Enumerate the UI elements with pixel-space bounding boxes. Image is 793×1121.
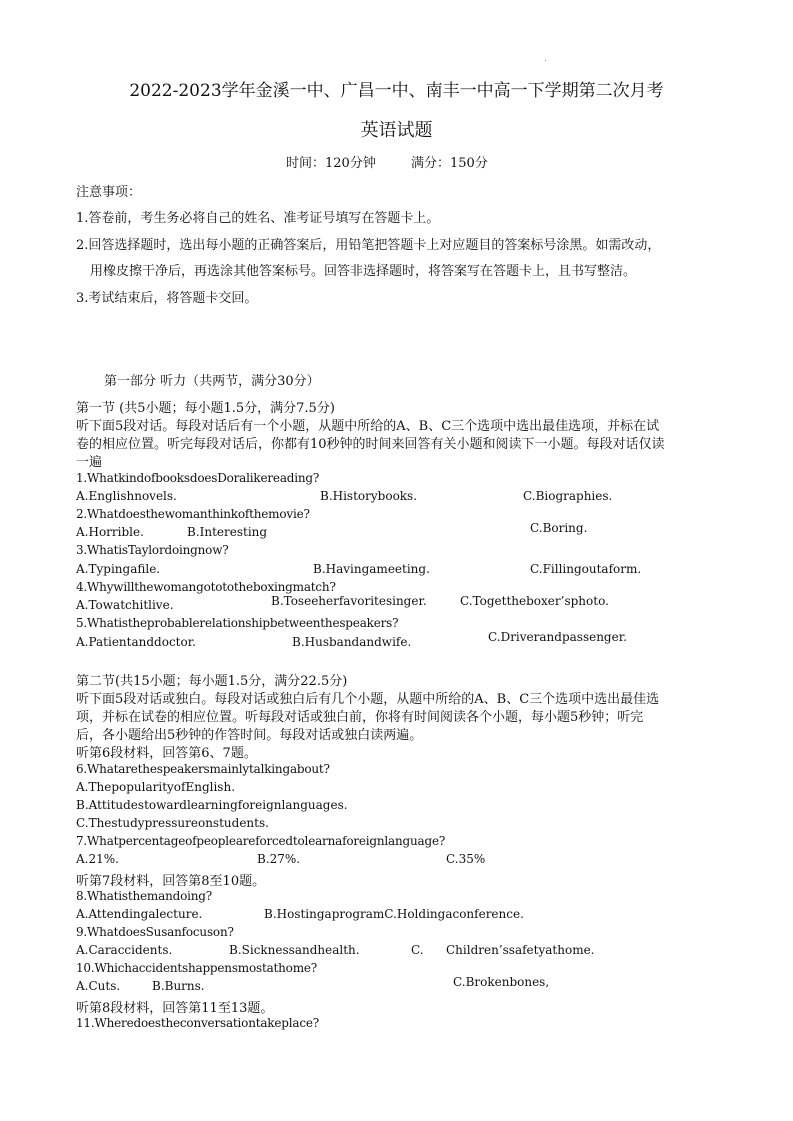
question-10: 10.Whichaccidentshappensmostathome? <box>76 961 318 975</box>
note-item: 3.考试结束后，将答题卡交回。 <box>76 291 258 306</box>
notes-heading: 注意事项： <box>76 185 142 200</box>
note-item: 用橡皮擦干净后，再选涂其他答案标号。回答非选择题时，将答案写在答题卡上，且书写整洁。 <box>90 264 637 279</box>
section1-instructions: 卷的相应位置。听完每段对话后，你都有10秒钟的时间来回答有关小题和阅读下一小题。每段对话仅读 <box>76 437 665 452</box>
scan-dot <box>545 60 546 61</box>
q2-option-a: A.Horrible. <box>76 525 144 539</box>
exam-score: 满分：150分 <box>411 156 488 171</box>
section2-instructions: 听下面5段对话或独白。每段对话或独白后有几个小题，从题中所给的A、B、C三个选项中选出最佳选 <box>76 692 660 707</box>
q5-option-b: B.Husbandandwife. <box>292 635 412 649</box>
question-2: 2.Whatdoesthewomanthinkofthemovie? <box>76 507 310 521</box>
question-1: 1.WhatkindofbooksdoesDoralikereading? <box>76 471 320 485</box>
part1-heading: 第一部分 听力（共两节，满分30分） <box>104 374 320 389</box>
q3-option-a: A.Typingafile. <box>76 562 161 576</box>
q7-option-c: C.35% <box>446 852 486 866</box>
q6-option-a: A.ThepopularityofEnglish. <box>76 780 236 794</box>
material-8-label: 听第8段材料，回答第11至13题。 <box>76 1001 274 1016</box>
q1-option-c: C.Biographies. <box>523 489 613 503</box>
q8-option-a: A.Attendingalecture. <box>76 907 203 921</box>
q5-option-a: A.Patientanddoctor. <box>76 635 196 649</box>
section1-instructions: 听下面5段对话。每段对话后有一个小题，从题中所给的A、B、C三个选项中选出最佳选项，并标在试 <box>76 419 660 434</box>
q10-option-c: C.Brokenbones, <box>453 975 550 989</box>
note-item: 1.答卷前，考生务必将自己的姓名、准考证号填写在答题卡上。 <box>76 211 440 226</box>
q1-option-b: B.Historybooks. <box>320 489 418 503</box>
material-7-label: 听第7段材料，回答第8至10题。 <box>76 874 266 889</box>
question-7: 7.Whatpercentageofpeopleareforcedtolearnaforeignlanguage? <box>76 834 446 848</box>
q4-option-a: A.Towatchitlive. <box>76 598 174 612</box>
section1-instructions: 一遍 <box>76 455 103 470</box>
question-9: 9.WhatdoesSusanfocuson? <box>76 925 234 939</box>
q9-option-a: A.Caraccidents. <box>76 943 173 957</box>
q2-option-c: C.Boring. <box>530 521 588 535</box>
note-item: 2.回答选择题时，选出每小题的正确答案后，用铅笔把答题卡上对应题目的答案标号涂黑。如需改动， <box>76 238 661 253</box>
q8-option-b-c: B.HostingaprogramC.Holdingaconference. <box>264 907 524 921</box>
q9-option-c: Children’ssafetyathome. <box>446 943 595 957</box>
material-6-label: 听第6段材料，回答第6、7题。 <box>76 746 257 761</box>
question-4: 4.Whywillthewomangotototheboxingmatch? <box>76 580 336 594</box>
section1-heading: 第一节 (共5小题；每小题1.5分，满分7.5分) <box>76 401 335 416</box>
q4-option-b: B.Toseeherfavoritesinger. <box>271 594 427 608</box>
q4-option-c: C.Togettheboxer’sphoto. <box>460 594 609 608</box>
question-8: 8.Whatisthemandoing? <box>76 889 212 903</box>
q7-option-b: B.27%. <box>257 852 301 866</box>
q1-option-a: A.Englishnovels. <box>76 489 177 503</box>
section2-instructions: 项，并标在试卷的相应位置。听每段对话或独白前，你将有时间阅读各个小题，每小题5秒钟；听完 <box>76 710 644 725</box>
q9-option-b: B.Sicknessandhealth. <box>229 943 360 957</box>
exam-title: 2022-2023学年金溪一中、广昌一中、南丰一中高一下学期第二次月考 <box>129 81 664 101</box>
q7-option-a: A.21%. <box>76 852 119 866</box>
section2-heading: 第二节(共15小题；每小题1.5分，满分22.5分) <box>76 674 348 689</box>
question-11: 11.Wheredoestheconversationtakeplace? <box>76 1016 320 1030</box>
question-6: 6.Whatarethespeakersmainlytalkingabout? <box>76 762 330 776</box>
q6-option-b: B.Attitudestowardlearningforeignlanguages. <box>76 798 348 812</box>
question-3: 3.WhatisTaylordoingnow? <box>76 543 229 557</box>
question-5: 5.Whatistheprobablerelationshipbetweenthespeakers? <box>76 616 399 630</box>
q5-option-c: C.Driverandpassenger. <box>488 630 627 644</box>
subject-title: 英语试题 <box>360 120 433 141</box>
q3-option-b: B.Havingameeting. <box>313 562 430 576</box>
exam-time: 时间：120分钟 <box>286 156 376 171</box>
q2-option-b: B.Interesting <box>187 525 268 539</box>
q10-option-b: B.Burns. <box>152 979 205 993</box>
q10-option-a: A.Cuts. <box>76 979 121 993</box>
section2-instructions: 后，各小题给出5秒钟的作答时间。每段对话或独白读两遍。 <box>76 728 423 743</box>
q9-option-c-letter: C. <box>411 943 424 957</box>
q3-option-c: C.Fillingoutaform. <box>530 562 642 576</box>
q6-option-c: C.Thestudypressureonstudents. <box>76 816 269 830</box>
